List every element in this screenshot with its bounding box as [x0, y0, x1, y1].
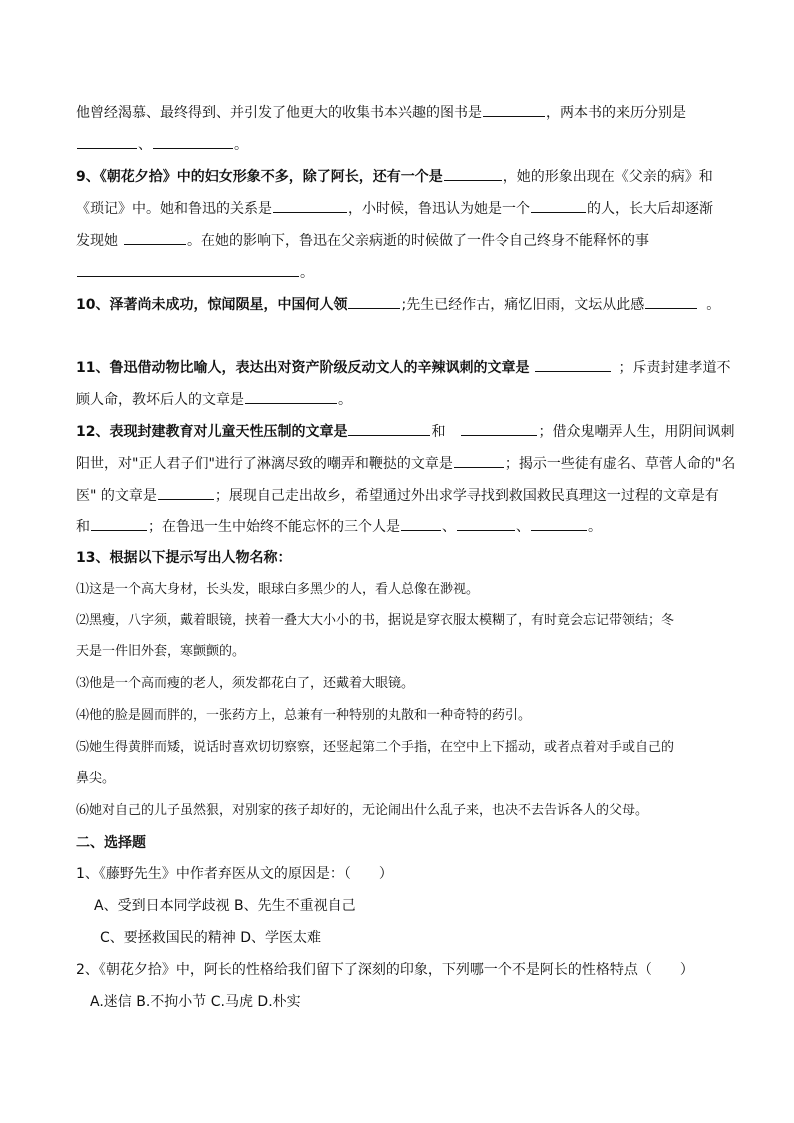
q11-line-1	[76, 357, 731, 378]
choice-question-1: 1、《藤野先生》中作者弃医从文的原因是：（ ）	[76, 866, 393, 882]
q8-line-1	[76, 102, 726, 123]
q12-text: 和	[431, 424, 446, 440]
q11-line-2	[76, 389, 726, 410]
answer-blank[interactable]	[348, 421, 430, 436]
q11-text: 11、鲁迅借动物比喻人，表达出对资产阶级反动文人的辛辣讽刺的文章是	[76, 360, 530, 376]
q12-text: 12、表现封建教育对儿童天性压制的文章是	[76, 424, 348, 440]
q10-line	[76, 294, 726, 315]
q13-item: ⑶他是一个高而瘦的老人，须发都花白了，还戴着大眼镜。	[76, 676, 415, 691]
q8-text: ，两本书的来历分别是	[546, 105, 686, 121]
q12-text: ；展现自己走出故乡，希望通过外出求学寻找到救国救民真理这一过程的文章是有	[214, 488, 719, 504]
q9-text: ，她的形象出现在《父亲的病》和	[502, 169, 713, 185]
q13-title: 13、根据以下提示写出人物名称：	[76, 550, 292, 566]
q8-end: 。	[234, 137, 248, 153]
q9-text: 《琐记》中。她和鲁迅的关系是	[76, 201, 272, 217]
q9-text: ，小时候，鲁迅认为她是一个	[348, 201, 530, 217]
q12-text: 阳世，对"正人君子们"进行了淋漓尽致的嘲弄和鞭挞的文章是	[76, 456, 453, 472]
q11-text: 顾人命，教坏后人的文章是	[76, 392, 244, 408]
q9-line-2	[76, 198, 726, 219]
q12-line-3	[76, 485, 726, 506]
q12-line-4	[76, 516, 726, 537]
q13-item: 天是一件旧外套，寒颤颤的。	[76, 644, 246, 659]
q13-item: ⑴这是一个高大身材，长头发，眼球白多黑少的人，看人总像在渺视。	[76, 582, 480, 597]
q9-line-1	[76, 166, 726, 187]
q12-line-2	[76, 453, 736, 474]
q13-item: ⑹她对自己的儿子虽然狠，对别家的孩子却好的，无论闹出什么乱子来，也决不去告诉各人的父母。	[76, 803, 649, 818]
answer-blank[interactable]	[153, 134, 233, 149]
q11-end: 。	[338, 392, 352, 408]
q13-item: 鼻尖。	[76, 771, 116, 786]
answer-blank[interactable]	[245, 389, 337, 404]
answer-blank[interactable]	[483, 102, 545, 117]
answer-blank[interactable]	[461, 421, 537, 436]
q13-item: ⑸她生得黄胖而矮，说话时喜欢切切察察，还竖起第二个手指，在空中上下摇动，或者点着对手或自己的	[76, 740, 675, 755]
q9-text: 的人，长大后却逐渐	[587, 201, 713, 217]
q12-text: 和	[76, 519, 90, 535]
q12-line-1	[76, 421, 735, 442]
q9-text: 发现她	[76, 233, 118, 249]
section-title: 二、选择题	[76, 835, 146, 851]
q10-text: ;先生已经作古，痛忆旧雨，文坛从此感	[401, 297, 645, 313]
q9-line-4	[76, 262, 726, 283]
answer-blank[interactable]	[531, 516, 587, 531]
choice-options: A.迷信 B.不拘小节 C.马虎 D.朴实	[90, 994, 301, 1010]
q9-line-3	[76, 230, 726, 251]
q12-text: ；借众鬼嘲弄人生，用阴间讽刺	[538, 424, 735, 440]
q9-text: 9、《朝花夕拾》中的妇女形象不多，除了阿长，还有一个是	[76, 169, 443, 185]
q9-end: 。	[300, 265, 314, 281]
answer-blank[interactable]	[77, 262, 299, 277]
q8-line-2	[76, 134, 726, 155]
choice-question-2: 2、《朝花夕拾》中，阿长的性格给我们留下了深刻的印象，下列哪一个不是阿长的性格特点（ ）	[76, 962, 694, 978]
q8-separator: 、	[138, 137, 152, 153]
q9-text: 。在她的影响下，鲁迅在父亲病逝的时候做了一件令自己终身不能释怀的事	[187, 233, 649, 249]
answer-blank[interactable]	[401, 516, 441, 531]
q12-text: 医" 的文章是	[76, 488, 157, 504]
answer-blank[interactable]	[531, 198, 586, 213]
q12-text: ；在鲁迅一生中始终不能忘怀的三个人是	[148, 519, 400, 535]
choice-options: C、要拯救国民的精神 D、学医太难	[100, 930, 322, 946]
q12-end: 。	[588, 519, 602, 535]
answer-blank[interactable]	[444, 166, 502, 181]
answer-blank[interactable]	[273, 198, 347, 213]
q10-end: 。	[706, 297, 721, 313]
answer-blank[interactable]	[158, 485, 214, 500]
q13-item: ⑵黑瘦，八字须，戴着眼镜，挟着一叠大大小小的书，据说是穿衣服太模糊了，有时竟会忘记带领结；冬	[76, 613, 675, 628]
answer-blank[interactable]	[348, 294, 400, 309]
answer-blank[interactable]	[124, 230, 186, 245]
answer-blank[interactable]	[645, 294, 697, 309]
q12-separator: 、	[516, 519, 530, 535]
choice-options: A、受到日本同学歧视 B、先生不重视自己	[94, 898, 356, 914]
answer-blank[interactable]	[77, 134, 137, 149]
q13-item: ⑷他的脸是圆而胖的，一张药方上，总兼有一种特别的丸散和一种奇特的药引。	[76, 708, 532, 723]
q8-text: 他曾经渴慕、最终得到、并引发了他更大的收集书本兴趣的图书是	[76, 105, 482, 121]
q10-text: 10、泽著尚未成功，惊闻陨星，中国何人领	[76, 297, 348, 313]
q12-text: ；揭示一些徒有虚名、草菅人命的"名	[504, 456, 736, 472]
answer-blank[interactable]	[535, 357, 611, 372]
answer-blank[interactable]	[454, 453, 504, 468]
answer-blank[interactable]	[457, 516, 515, 531]
q12-separator: 、	[442, 519, 456, 535]
answer-blank[interactable]	[91, 516, 147, 531]
q11-text: ；斥责封建孝道不	[618, 360, 731, 376]
